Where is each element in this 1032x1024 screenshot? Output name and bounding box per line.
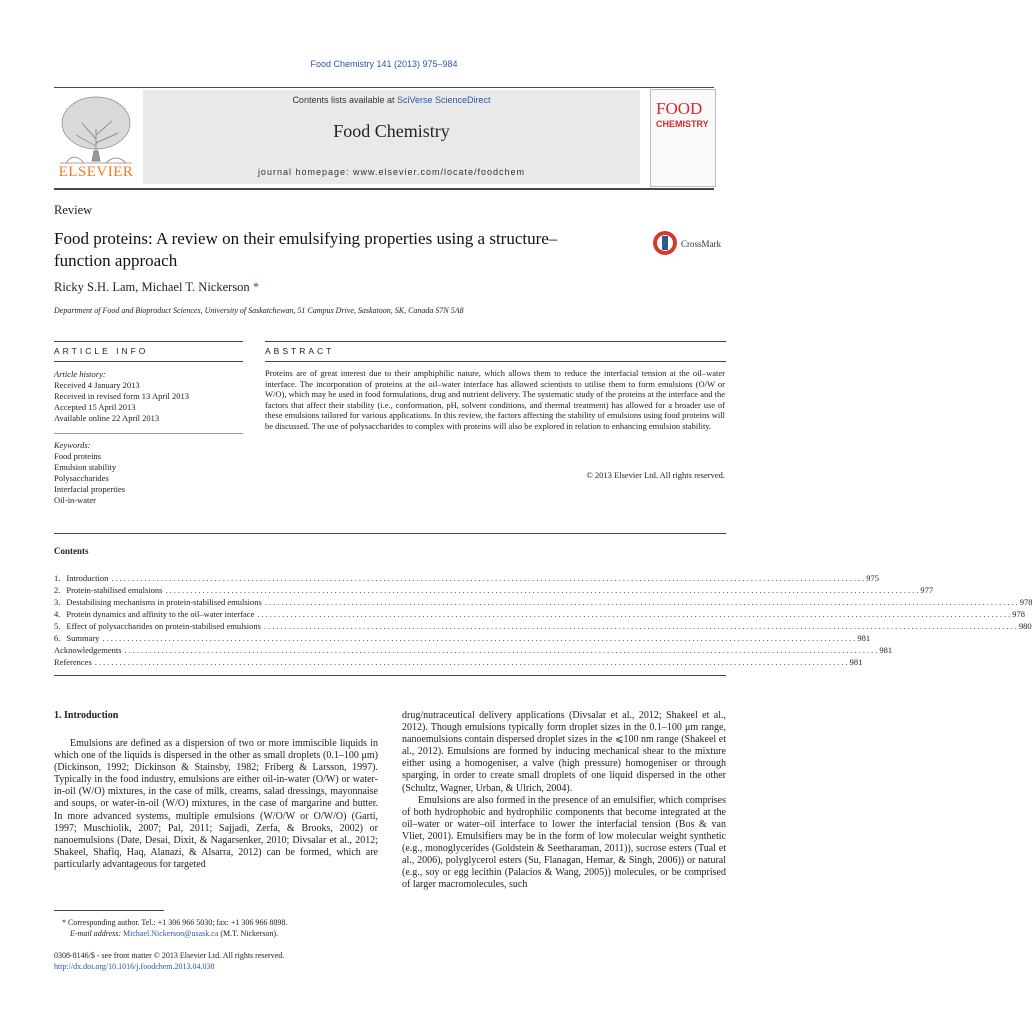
abstract-rule xyxy=(265,341,726,342)
cover-title-chemistry: CHEMISTRY xyxy=(656,119,709,129)
toc-number: 5. xyxy=(54,621,61,631)
bottom-info xyxy=(54,950,284,972)
toc-number: 1. xyxy=(54,573,61,583)
contents-bottom-rule xyxy=(54,675,726,676)
toc-number: 6. xyxy=(54,633,61,643)
intro-paragraph-1-cont: drug/nutraceutical delivery applications (Divsalar et al., 2012; Shakeel et al., 2012). Though emulsions typically form droplet sizes in the 0.1–100 μm range, nanoemulsions contain dispersed droplet sizes in the ⩽100 nm range (Shakeel et al., 2012). Emulsions are formed by inducing mechanical shear to the mixture either using a homogeniser, a valve (high pressure) homogeniser or through sparging, in order to create small droplets of one liquid dispersed in the other (Schultz, Wagner, Urban, & Ulrich, 2004). xyxy=(402,710,726,794)
keywords-rule xyxy=(54,433,243,434)
article-history xyxy=(54,369,244,424)
abstract-rule-2 xyxy=(265,361,726,362)
journal-reference-link[interactable]: Food Chemistry 141 (2013) 975–984 xyxy=(310,59,458,69)
toc-entry-destabilising[interactable] xyxy=(54,596,1032,608)
article-info-rule xyxy=(54,341,243,342)
header-bottom-rule xyxy=(54,188,714,190)
keyword-item: Oil-in-water xyxy=(54,495,97,505)
keyword-item: Polysaccharides xyxy=(54,473,109,483)
abstract-text: Proteins are of great interest due to their amphiphilic nature, which allows them to reduce the interfacial tension at the oil–water interface. The incorporation of proteins at the oil–water interface has allowed scientists to utilise them to form emulsions (O/W or W/O), which may be used in food formulations, drug and nutrient delivery. The systematic study of the proteins at the interface and the factors that affect their stability (i.e., conformation, pH, solvent conditions, and thermal treatment) has allowed for a broader use of these emulsions tailored for various applications. In this review, the factors affecting the stability of emulsions using food proteins will be discussed. The use of polysaccharides to complex with proteins will also be explored in relation to enhancing emulsion stability. xyxy=(265,368,725,431)
contents-prefix: Contents lists available at xyxy=(292,95,395,105)
keywords-block xyxy=(54,440,244,506)
toc-page: 977 xyxy=(920,585,934,595)
cover-title-food: FOOD xyxy=(656,99,703,118)
toc-page: 978 xyxy=(1019,597,1032,607)
toc-page: 981 xyxy=(849,657,863,667)
toc-title: Introduction xyxy=(66,573,109,583)
toc-leader: ....................................................................................................................................................................................... xyxy=(264,597,1020,607)
history-label: Article history: xyxy=(54,369,106,379)
footnote-rule xyxy=(54,910,164,911)
abstract-heading: ABSTRACT xyxy=(265,346,335,356)
toc-entry-summary[interactable] xyxy=(54,632,871,644)
toc-page: 975 xyxy=(866,573,880,583)
abstract-copyright: © 2013 Elsevier Ltd. All rights reserved. xyxy=(586,470,725,480)
body-column-left xyxy=(54,738,378,871)
body-column-right xyxy=(402,710,726,891)
corresponding-author-mark[interactable]: * xyxy=(252,280,260,294)
toc-entry-introduction[interactable] xyxy=(54,572,880,584)
footnote-corresponding: * Corresponding author. Tel.: +1 306 966 5030; fax: +1 306 966 8898. xyxy=(62,918,288,927)
toc-entry-polysaccharides[interactable] xyxy=(54,620,1032,632)
sciencedirect-link[interactable]: SciVerse ScienceDirect xyxy=(397,95,491,105)
email-suffix: (M.T. Nickerson). xyxy=(220,929,278,938)
toc-number: 4. xyxy=(54,609,61,619)
toc-entry-acknowledgements[interactable] xyxy=(54,644,893,656)
contents-heading: Contents xyxy=(54,546,89,556)
toc-title: Protein dynamics and affinity to the oil–water interface xyxy=(66,609,255,619)
toc-number: 3. xyxy=(54,597,61,607)
intro-paragraph-1: Emulsions are defined as a dispersion of two or more immiscible liquids in which one of the liquids is dispersed in the other as small droplets (0.1–100 μm) (Dickinson, 1992; Dickinson & Stainsby, 1982; Friberg & Larsson, 1997). Typically in the food industry, emulsions are either oil-in-water (O/W) or water-in-oil (W/O) mixtures, in the case of milk, creams, salad dressings, mayonnaise and soups, or water-in-oil (W/O) mixtures, in the case of margarine and butter. In more advanced systems, multiple emulsions (W/O/W or O/W/O) (Garti, 1997; Muschiolik, 2007; Pal, 2011; Sajjadi, Zerfa, & Brooks, 2002) or nanoemulsions (Date, Desai, Dixit, & Nagarsenker, 2010; Divsalar et al., 2012; Shakeel, Shafiq, Haq, Alanazi, & Alsarra, 2012) can be formed, which are particularly advantageous for targeted xyxy=(54,738,378,870)
email-link[interactable]: Michael.Nickerson@usask.ca xyxy=(123,929,219,938)
toc-title: Effect of polysaccharides on protein-stabilised emulsions xyxy=(66,621,261,631)
toc-title: Destabilising mechanisms in protein-stabilised emulsions xyxy=(66,597,262,607)
author-affiliation: Department of Food and Bioproduct Sciences, University of Saskatchewan, 51 Campus Drive, Saskatoon, SK, Canada S7N 5A8 xyxy=(54,306,464,315)
history-online: Available online 22 April 2013 xyxy=(54,413,160,423)
toc-leader: ....................................................................................................................................................................................... xyxy=(165,585,921,595)
footnote-email-line xyxy=(62,928,382,939)
author-names: Ricky S.H. Lam, Michael T. Nickerson xyxy=(54,280,250,294)
article-info-rule-2 xyxy=(54,361,243,362)
article-title: Food proteins: A review on their emulsifying properties using a structure–function approach xyxy=(54,229,558,270)
table-of-contents xyxy=(54,572,1032,668)
crossmark-icon[interactable] xyxy=(652,230,678,256)
article-type: Review xyxy=(54,203,93,217)
email-label: E-mail address: xyxy=(70,929,122,938)
keyword-item: Interfacial properties xyxy=(54,484,126,494)
toc-page: 978 xyxy=(1012,609,1025,619)
toc-title: References xyxy=(54,657,92,667)
toc-entry-protein-stabilised[interactable] xyxy=(54,584,934,596)
toc-number: 2. xyxy=(54,585,61,595)
history-accepted: Accepted 15 April 2013 xyxy=(54,402,136,412)
toc-leader: ....................................................................................................................................................................................... xyxy=(263,621,1019,631)
keyword-item: Emulsion stability xyxy=(54,462,117,472)
journal-title: Food Chemistry xyxy=(333,121,450,141)
toc-leader: ....................................................................................................................................................................................... xyxy=(124,645,880,655)
keyword-item: Food proteins xyxy=(54,451,101,461)
header-top-rule xyxy=(54,87,714,88)
footnote xyxy=(62,917,382,939)
toc-entry-references[interactable] xyxy=(54,656,863,668)
history-received: Received 4 January 2013 xyxy=(54,380,140,390)
article-authors xyxy=(54,280,259,295)
toc-page: 981 xyxy=(879,645,893,655)
toc-entry-protein-dynamics[interactable] xyxy=(54,608,1025,620)
journal-homepage[interactable]: journal homepage: www.elsevier.com/locate/foodchem xyxy=(257,167,526,177)
doi-link[interactable]: http://dx.doi.org/10.1016/j.foodchem.2013.04.038 xyxy=(54,962,215,971)
article-info-heading: ARTICLE INFO xyxy=(54,346,149,356)
toc-leader: ....................................................................................................................................................................................... xyxy=(94,657,850,667)
crossmark-label[interactable]: CrossMark xyxy=(681,239,721,249)
toc-page: 980 xyxy=(1018,621,1032,631)
toc-leader: ....................................................................................................................................................................................... xyxy=(102,633,858,643)
toc-title: Acknowledgements xyxy=(54,645,122,655)
contents-available-line xyxy=(143,95,640,105)
contents-top-rule xyxy=(54,533,726,534)
issn-line: 0308-8146/$ - see front matter © 2013 Elsevier Ltd. All rights reserved. xyxy=(54,951,285,960)
toc-leader: ....................................................................................................................................................................................... xyxy=(257,609,1013,619)
keywords-label: Keywords: xyxy=(54,440,91,450)
toc-title: Summary xyxy=(66,633,100,643)
intro-paragraph-2: Emulsions are also formed in the presence of an emulsifier, which comprises of both hydrophobic and hydrophilic components that become integrated at the oil–water or water–oil interface to lower the interfacial tension (Bos & van Vliet, 2001). Emulsifiers may be in the form of low molecular weight synthetic (e.g., monoglycerides (Goldstein & Seetharaman, 2011)), sucrose esters (Tual et al., 2006), polyglycerol esters (Su, Flanagan, Hemar, & Singh, 2006)) or natural (e.g., soy or egg lecithin (Palacios & Wang, 2005)) molecules, or be comprised of larger macromolecules, such xyxy=(402,794,726,891)
introduction-heading: 1. Introduction xyxy=(54,710,119,721)
toc-leader: ....................................................................................................................................................................................... xyxy=(111,573,867,583)
toc-title: Protein-stabilised emulsions xyxy=(66,585,163,595)
elsevier-wordmark: ELSEVIER xyxy=(58,164,134,180)
history-revised: Received in revised form 13 April 2013 xyxy=(54,391,190,401)
toc-page: 981 xyxy=(857,633,871,643)
